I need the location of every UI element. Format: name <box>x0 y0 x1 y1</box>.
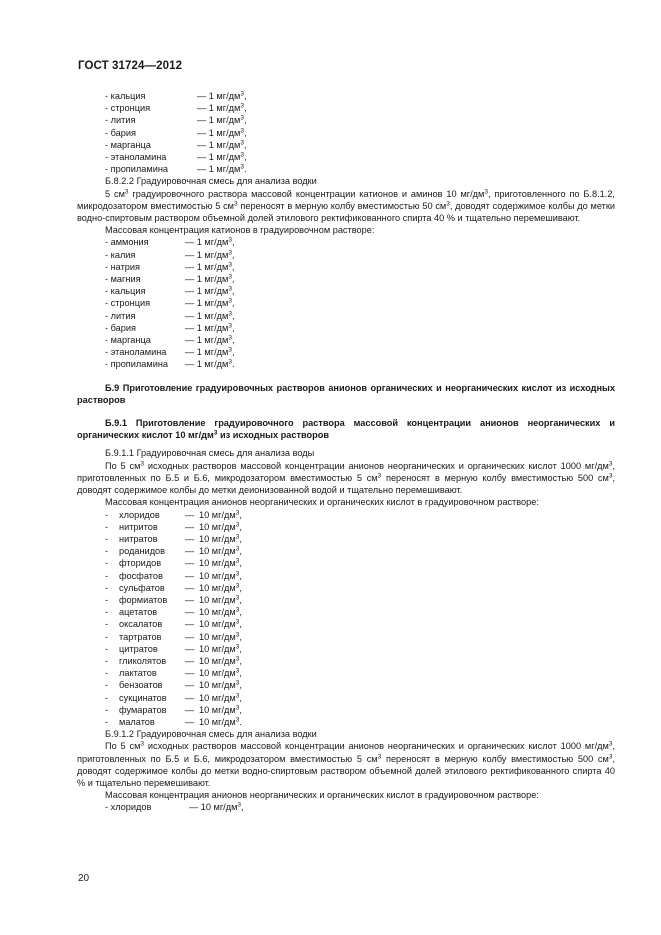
substance-name: - аммония <box>105 237 149 248</box>
list-dash: - <box>105 716 109 727</box>
list-dash: - <box>105 692 109 703</box>
list-item <box>77 679 615 691</box>
substance-name: - кальция <box>105 91 146 101</box>
anion-list-2 <box>77 801 615 813</box>
substance-name: тартратов <box>119 631 162 642</box>
list-dash: - <box>105 607 109 618</box>
list-item <box>77 716 615 728</box>
concentration-value: — 1 $мг/дм^3$, <box>185 273 235 285</box>
substance-name: - кальция <box>105 286 146 297</box>
substance-name: - натрия <box>105 261 141 272</box>
substance-name: - магния <box>105 274 141 285</box>
paragraph: 5 $см^3$ градуировочного раствора массовой концентрации катионов и аминов 10 $мг/дм^3$, приготовленного по Б.8.1.2, микродозатором вместимостью 5 $см^3$ переносят в мерную колбу вместимостью 50 $см^3$, доводят содержимое колбы до метки водно-спиртовым раствором объемной долей этилового ректификованного спирта 40 % и тщательно перемешивают. <box>77 188 615 224</box>
list-dash: — <box>185 680 195 691</box>
list-dash: — <box>185 655 195 666</box>
concentration-value: — 1 $мг/дм^3$, <box>197 114 247 126</box>
substance-name: гликолятов <box>119 655 167 666</box>
substance-name: - этаноламина <box>105 152 167 163</box>
list-item <box>77 692 615 704</box>
cation-list-2 <box>77 236 615 370</box>
list-dash: — <box>185 509 195 520</box>
list-dash: - <box>105 570 109 581</box>
substance-name: сульфатов <box>119 582 165 593</box>
substance-name: - калия <box>105 249 136 260</box>
document-body <box>77 90 615 814</box>
list-item <box>77 521 615 533</box>
substance-name: фосфатов <box>119 570 163 581</box>
section-heading-b91: Б.9.1 Приготовление градуировочного раствора массовой концентрации анионов неорганических и органических кислот 10 $мг/дм^3$ из исходных растворов <box>77 418 615 441</box>
concentration-value: — 1 $мг/дм^3$, <box>185 346 235 358</box>
list-dash: — <box>185 619 195 630</box>
list-dash: — <box>185 716 195 727</box>
list-dash: - <box>105 655 109 666</box>
substance-name: - лития <box>105 115 136 126</box>
substance-name: - марганца <box>105 139 151 150</box>
concentration-value: — 1 $мг/дм^3$, <box>185 334 235 346</box>
concentration-value: — 1 $мг/дм^3$, <box>185 297 235 309</box>
concentration-value: 10 $мг/дм^3$, <box>199 655 242 666</box>
concentration-value: — 1 $мг/дм^3$, <box>197 139 247 150</box>
substance-name: роданидов <box>119 546 166 557</box>
list-dash: — <box>185 533 195 544</box>
substance-name: - бария <box>105 127 136 138</box>
concentration-value: — 1 $мг/дм^3$, <box>185 310 235 321</box>
substance-name: фумаратов <box>119 704 167 715</box>
list-item <box>77 249 615 261</box>
substance-name: бензоатов <box>119 680 163 691</box>
concentration-value: 10 $мг/дм^3$, <box>199 704 242 715</box>
concentration-value: — 1 $мг/дм^3$, <box>197 151 247 163</box>
substance-name: ацетатов <box>119 607 158 618</box>
concentration-value: 10 $мг/дм^3$, <box>199 618 242 630</box>
list-dash: — <box>185 594 195 605</box>
list-dash: - <box>105 546 109 557</box>
substance-name: малатов <box>119 716 155 727</box>
list-dash: — <box>185 558 195 569</box>
substance-name: - стронция <box>105 298 151 309</box>
list-item <box>77 631 615 643</box>
substance-name: цитратов <box>119 643 158 654</box>
concentration-value: 10 $мг/дм^3$, <box>199 643 242 654</box>
list-dash: - <box>105 631 109 642</box>
concentration-value: 10 $мг/дм^3$, <box>199 570 242 581</box>
substance-name: сукцинатов <box>119 692 167 703</box>
list-dash: - <box>105 558 109 569</box>
section-heading-b9: Б.9 Приготовление градуировочных растворов анионов органических и неорганических кислот из исходных растворов <box>77 382 615 405</box>
section-heading-b911: Б.9.1.1 Градуировочная смесь для анализа воды <box>105 448 315 459</box>
list-item <box>77 322 615 334</box>
list-item <box>77 151 615 163</box>
list-dash: — <box>185 668 195 679</box>
concentration-value: 10 $мг/дм^3$, <box>199 692 242 703</box>
list-dash: — <box>185 521 195 532</box>
list-dash: — <box>185 704 195 715</box>
concentration-value: — 1 $мг/дм^3$, <box>197 102 247 114</box>
concentration-value: 10 $мг/дм^3$, <box>199 545 242 557</box>
list-item <box>77 557 615 569</box>
concentration-value: — 1 $мг/дм^3$, <box>185 261 235 272</box>
concentration-value: 10 $мг/дм^3$, <box>199 679 242 691</box>
concentration-value: 10 $мг/дм^3$, <box>199 582 242 593</box>
page-number: 20 <box>78 873 90 884</box>
list-dash: - <box>105 643 109 654</box>
list-item <box>77 285 615 297</box>
list-item <box>77 667 615 679</box>
list-item <box>77 310 615 322</box>
paragraph: Массовая концентрация анионов неорганических и органических кислот в градуировочном растворе: <box>105 790 539 801</box>
concentration-value: 10 $мг/дм^3$, <box>199 533 242 544</box>
concentration-value: 10 $мг/дм^3$, <box>199 521 242 532</box>
list-dash: - <box>105 680 109 691</box>
list-dash: - <box>105 619 109 630</box>
list-item <box>77 358 615 370</box>
concentration-value: — 1 $мг/дм^3$, <box>185 285 235 297</box>
list-dash: - <box>105 704 109 715</box>
paragraph: По 5 $см^3$ исходных растворов массовой концентрации анионов неорганических и органических кислот 1000 $мг/дм^3$, приготовленных по Б.5 и Б.6, микродозатором вместимостью 5 $см^3$ переносят в мерную колбу вместимостью 500 $см^3$, доводят содержимое колбы до метки водно-спиртовым раствором объемной долей этилового ректификованного спирта 40 % и тщательно перемешивают. <box>77 740 615 788</box>
concentration-value: — 1 $мг/дм^3$, <box>185 322 235 333</box>
list-item <box>77 655 615 667</box>
list-dash: — <box>185 692 195 703</box>
list-item <box>77 704 615 716</box>
list-item <box>77 334 615 346</box>
list-dash: — <box>185 582 195 593</box>
substance-name: - пропиламина <box>105 359 169 370</box>
list-item <box>77 346 615 358</box>
list-dash: - <box>105 582 109 593</box>
anion-list-1 <box>77 509 615 729</box>
substance-name: - пропиламина <box>105 164 169 175</box>
list-dash: - <box>105 509 109 520</box>
list-dash: - <box>105 521 109 532</box>
substance-name: - хлоридов <box>105 802 152 813</box>
concentration-value: 10 $мг/дм^3$, <box>199 667 242 679</box>
list-dash: - <box>105 668 109 679</box>
concentration-value: 10 $мг/дм^3$, <box>199 509 242 520</box>
substance-name: лактатов <box>119 668 157 679</box>
list-item <box>77 273 615 285</box>
list-item <box>77 139 615 151</box>
list-item <box>77 297 615 309</box>
concentration-value: — 1 $мг/дм^3$, <box>185 249 235 260</box>
section-heading-b822: Б.8.2.2 Градуировочная смесь для анализа водки <box>105 176 317 187</box>
list-item <box>77 509 615 521</box>
list-item <box>77 801 615 813</box>
concentration-value: 10 $мг/дм^3$, <box>199 594 242 605</box>
concentration-value: — 1 $мг/дм^3$, <box>197 90 247 101</box>
substance-name: фторидов <box>119 558 162 569</box>
list-item <box>77 606 615 618</box>
list-item <box>77 594 615 606</box>
list-item <box>77 236 615 248</box>
concentration-value: 10 $мг/дм^3$, <box>199 606 242 618</box>
list-item <box>77 261 615 273</box>
list-item <box>77 618 615 630</box>
list-item <box>77 114 615 126</box>
list-dash: - <box>105 594 109 605</box>
substance-name: оксалатов <box>119 619 163 630</box>
spacer <box>77 371 615 382</box>
concentration-value: — 1 $мг/дм^3$. <box>185 358 235 370</box>
substance-name: нитритов <box>119 521 158 532</box>
list-item <box>77 582 615 594</box>
list-item <box>77 163 615 175</box>
substance-name: - стронция <box>105 103 151 114</box>
list-dash: — <box>185 570 195 581</box>
substance-name: формиатов <box>119 594 168 605</box>
concentration-value: 10 $мг/дм^3$. <box>199 716 242 727</box>
list-dash: — <box>185 631 195 642</box>
paragraph: Массовая концентрация катионов в градуировочном растворе: <box>105 225 375 236</box>
spacer <box>77 406 615 417</box>
list-dash: - <box>105 533 109 544</box>
concentration-value: — 1 $мг/дм^3$, <box>197 127 247 138</box>
concentration-value: 10 $мг/дм^3$, <box>199 557 242 569</box>
list-dash: — <box>185 643 195 654</box>
concentration-value: — 1 $мг/дм^3$, <box>185 236 235 248</box>
concentration-value: — 1 $мг/дм^3$. <box>197 163 247 175</box>
list-item <box>77 102 615 114</box>
list-item <box>77 90 615 102</box>
list-dash: — <box>185 546 195 557</box>
concentration-value: — 10 $мг/дм^3$, <box>189 801 244 813</box>
list-item <box>77 545 615 557</box>
substance-name: - лития <box>105 310 136 321</box>
substance-name: - этаноламина <box>105 347 167 358</box>
document-header: ГОСТ 31724—2012 <box>78 60 183 72</box>
list-dash: — <box>185 607 195 618</box>
substance-name: нитратов <box>119 533 158 544</box>
concentration-value: 10 $мг/дм^3$, <box>199 631 242 642</box>
list-item <box>77 533 615 545</box>
list-item <box>77 127 615 139</box>
substance-name: хлоридов <box>119 509 160 520</box>
list-item <box>77 570 615 582</box>
paragraph: Массовая концентрация анионов неорганических и органических кислот в градуировочном растворе: <box>105 497 539 508</box>
cation-list-1 <box>77 90 615 175</box>
list-item <box>77 643 615 655</box>
section-heading-b912: Б.9.1.2 Градуировочная смесь для анализа водки <box>105 729 317 740</box>
paragraph: По 5 $см^3$ исходных растворов массовой концентрации анионов неорганических и органических кислот 1000 $мг/дм^3$, приготовленных по Б.5 и Б.6, микродозатором вместимостью 5 $см^3$ переносят в мерную колбу вместимостью 500 $см^3$, доводят содержимое колбы до метки деионизованной водой и тщательно перемешивают. <box>77 460 615 496</box>
substance-name: - бария <box>105 322 136 333</box>
substance-name: - марганца <box>105 335 151 346</box>
